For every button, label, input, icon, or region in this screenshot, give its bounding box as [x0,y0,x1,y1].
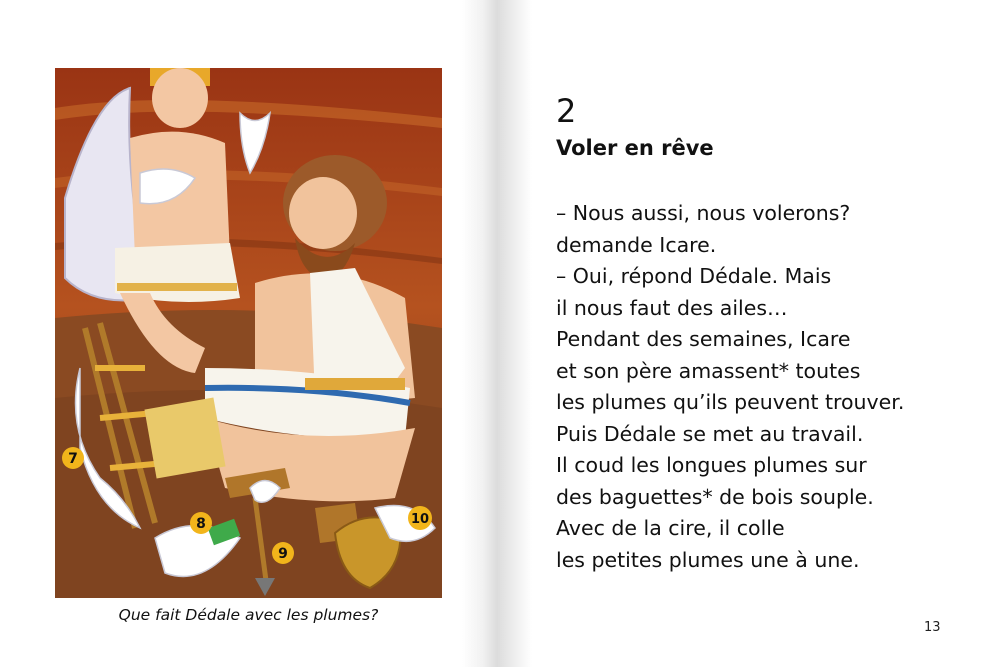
left-page [0,0,470,667]
text-line: les plumes qu’ils peuvent trouver. [556,390,905,414]
parchment [144,397,225,478]
marker-9 [272,542,294,564]
text-line: Avec de la cire, il colle [556,516,785,540]
page-number: 13 [924,620,941,635]
marker-7 [62,447,84,469]
svg-text:10: 10 [410,512,430,527]
text-line: – Nous aussi, nous volerons? [556,201,851,225]
svg-text:7: 7 [68,451,78,467]
chapter-title: Voler en rêve [556,136,714,160]
text-line: demande Icare. [556,232,717,257]
text-line: Puis Dédale se met au travail. [556,421,864,446]
right-page [532,0,997,667]
svg-text:8: 8 [196,516,206,532]
text-line: – Oui, répond Dédale. Mais [556,264,832,288]
illustration-daedalus-icarus [55,68,442,598]
text-line: Il coud les longues plumes sur [556,453,867,477]
svg-text:9: 9 [278,546,288,562]
illustration-caption: Que fait Dédale avec les plumes? [118,606,379,624]
book-gutter [462,0,532,667]
chapter-body [556,198,986,576]
text-line: il nous faut des ailes… [556,295,788,320]
text-line: Pendant des semaines, Icare [556,327,851,351]
text-line: des baguettes* de bois souple. [556,484,874,509]
text-line: et son père amassent* toutes [556,358,861,383]
text-line: les petites plumes une à une. [556,547,860,572]
marker-10 [408,506,432,530]
chapter-number: 2 [556,92,577,130]
marker-8 [190,512,212,534]
